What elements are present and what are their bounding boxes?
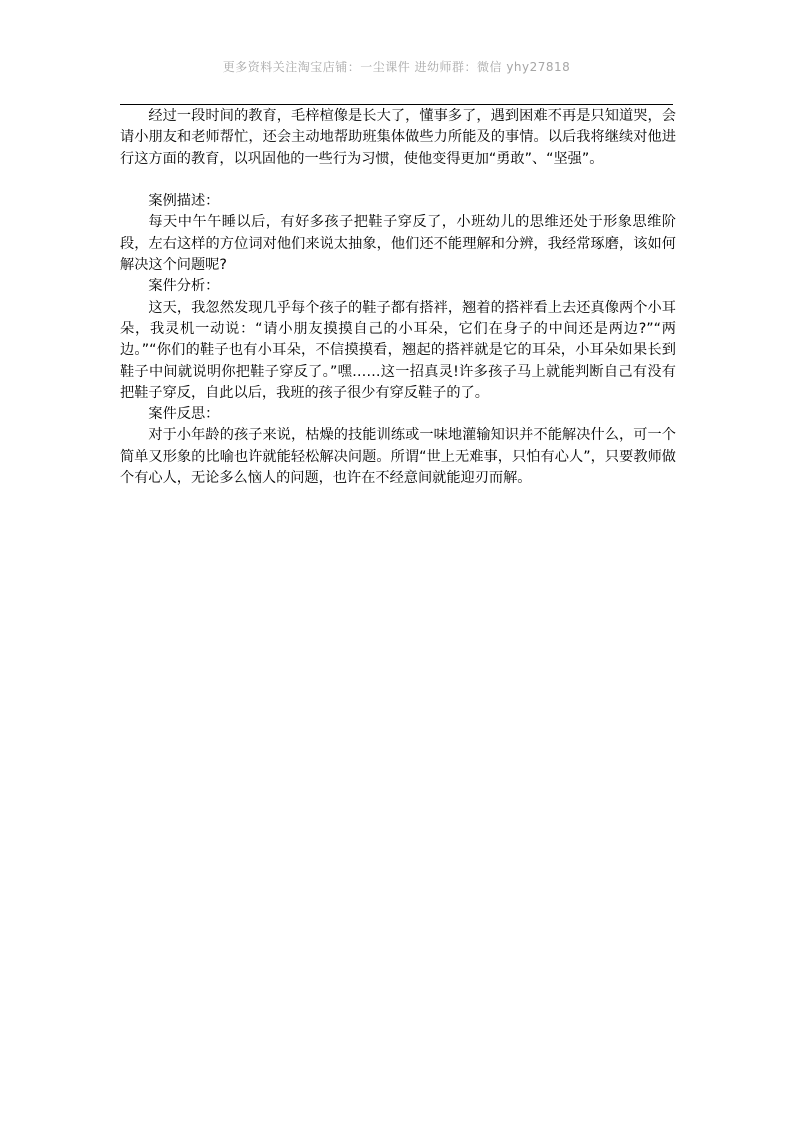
document-body [120, 106, 676, 489]
header-note: 更多资料关注淘宝店铺：一尘课件 进幼师群：微信 yhy27818 [222, 60, 571, 74]
case-reflection-heading: 案件反思： [148, 406, 220, 423]
case-analysis-heading: 案件分析： [148, 278, 220, 295]
intro-paragraph: 经过一段时间的教育，毛梓楦像是长大了，懂事多了，遇到困难不再是只知道哭，会请小朋友和老师帮忙，还会主动地帮助班集体做些力所能及的事情。以后我将继续对他进行这方面的教育，以巩固他的一些行为习惯，使他变得更加“勇敢”、“坚强”。 [120, 108, 676, 167]
paragraph-spacer [120, 170, 676, 191]
case-description-heading: 案例描述： [148, 193, 220, 210]
case-description-paragraph: 每天中午午睡以后，有好多孩子把鞋子穿反了，小班幼儿的思维还处于形象思维阶段，左右这样的方位词对他们来说太抽象，他们还不能理解和分辨，我经常琢磨，该如何解决这个问题呢? [120, 214, 676, 274]
case-analysis-paragraph: 这天，我忽然发现几乎每个孩子的鞋子都有搭袢，翘着的搭袢看上去还真像两个小耳朵，我灵机一动说：“请小朋友摸摸自己的小耳朵，它们在身子的中间还是两边?”“两边。”“你们的鞋子也有小耳朵，不信摸摸看，翘起的搭袢就是它的耳朵，小耳朵如果长到鞋子中间就说明你把鞋子穿反了。”嘿……这一招真灵!许多孩子马上就能判断自己有没有把鞋子穿反，自此以后，我班的孩子很少有穿反鞋子的了。 [120, 299, 676, 401]
header-divider [120, 104, 673, 105]
case-reflection-paragraph: 对于小年龄的孩子来说，枯燥的技能训练或一味地灌输知识并不能解决什么，可一个简单又形象的比喻也许就能轻松解决问题。所谓“世上无难事，只怕有心人”，只要教师做个有心人，无论多么恼人的问题，也许在不经意间就能迎刃而解。 [120, 427, 676, 487]
